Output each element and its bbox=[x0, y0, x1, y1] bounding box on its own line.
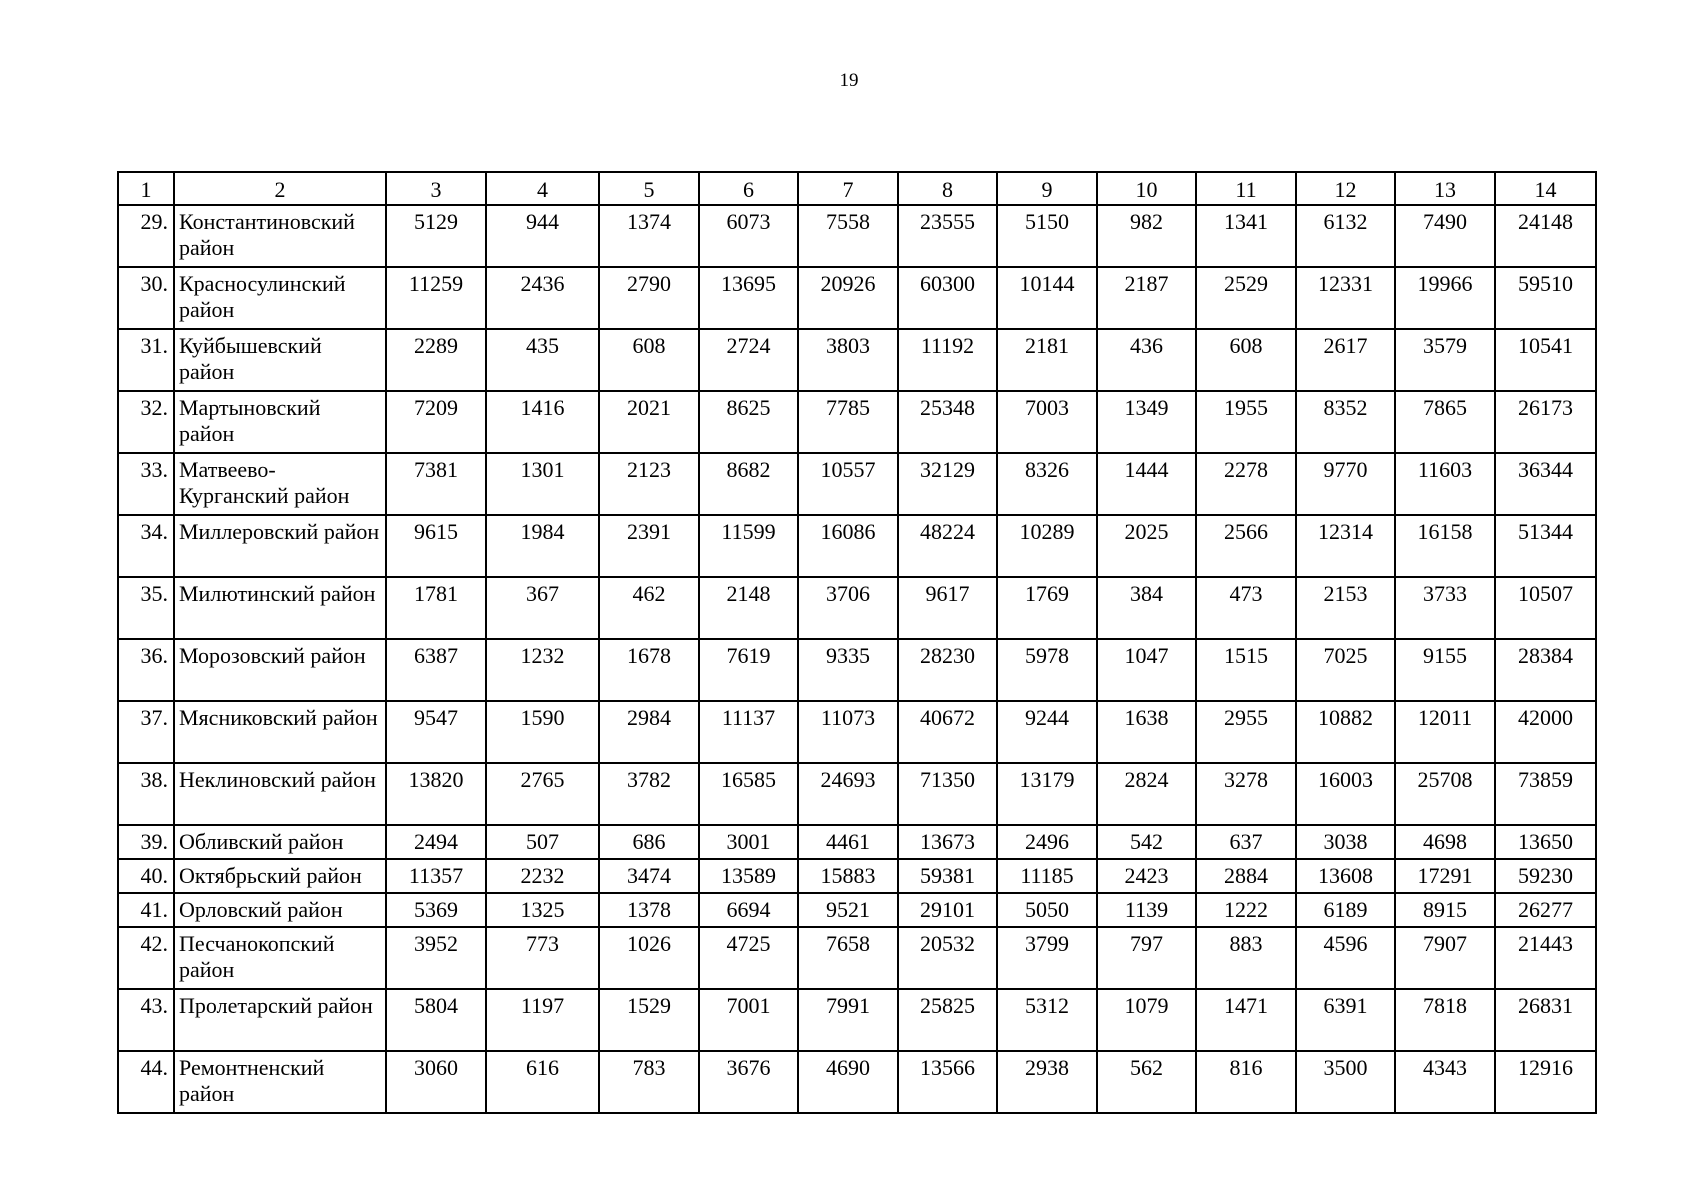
column-number-cell: 12 bbox=[1296, 172, 1395, 205]
value-cell: 8352 bbox=[1296, 391, 1395, 453]
value-cell: 2496 bbox=[997, 825, 1097, 859]
row-number-cell: 33. bbox=[118, 453, 174, 515]
value-cell: 6391 bbox=[1296, 989, 1395, 1051]
column-number-cell: 4 bbox=[486, 172, 599, 205]
column-number-cell: 9 bbox=[997, 172, 1097, 205]
value-cell: 12011 bbox=[1395, 701, 1495, 763]
value-cell: 24693 bbox=[798, 763, 898, 825]
district-name-cell: Неклиновский район bbox=[174, 763, 386, 825]
row-number-cell: 31. bbox=[118, 329, 174, 391]
value-cell: 1325 bbox=[486, 893, 599, 927]
value-cell: 24148 bbox=[1495, 205, 1596, 267]
value-cell: 9155 bbox=[1395, 639, 1495, 701]
value-cell: 2153 bbox=[1296, 577, 1395, 639]
value-cell: 9617 bbox=[898, 577, 997, 639]
table-row bbox=[118, 763, 1596, 825]
table-row bbox=[118, 515, 1596, 577]
value-cell: 2021 bbox=[599, 391, 699, 453]
value-cell: 1341 bbox=[1196, 205, 1296, 267]
value-cell: 10144 bbox=[997, 267, 1097, 329]
value-cell: 616 bbox=[486, 1051, 599, 1113]
value-cell: 13608 bbox=[1296, 859, 1395, 893]
value-cell: 1301 bbox=[486, 453, 599, 515]
value-cell: 10507 bbox=[1495, 577, 1596, 639]
row-number-cell: 43. bbox=[118, 989, 174, 1051]
district-name-cell: Ремонтненский район bbox=[174, 1051, 386, 1113]
value-cell: 19966 bbox=[1395, 267, 1495, 329]
value-cell: 562 bbox=[1097, 1051, 1196, 1113]
value-cell: 9521 bbox=[798, 893, 898, 927]
value-cell: 40672 bbox=[898, 701, 997, 763]
value-cell: 2423 bbox=[1097, 859, 1196, 893]
value-cell: 462 bbox=[599, 577, 699, 639]
value-cell: 2181 bbox=[997, 329, 1097, 391]
value-cell: 1378 bbox=[599, 893, 699, 927]
value-cell: 608 bbox=[599, 329, 699, 391]
value-cell: 3500 bbox=[1296, 1051, 1395, 1113]
value-cell: 17291 bbox=[1395, 859, 1495, 893]
value-cell: 1471 bbox=[1196, 989, 1296, 1051]
value-cell: 2566 bbox=[1196, 515, 1296, 577]
column-number-cell: 6 bbox=[699, 172, 798, 205]
value-cell: 608 bbox=[1196, 329, 1296, 391]
table-row bbox=[118, 893, 1596, 927]
value-cell: 2123 bbox=[599, 453, 699, 515]
column-number-cell: 10 bbox=[1097, 172, 1196, 205]
value-cell: 1079 bbox=[1097, 989, 1196, 1051]
district-name-cell: Миллеровский район bbox=[174, 515, 386, 577]
value-cell: 3060 bbox=[386, 1051, 486, 1113]
value-cell: 2436 bbox=[486, 267, 599, 329]
value-cell: 48224 bbox=[898, 515, 997, 577]
value-cell: 783 bbox=[599, 1051, 699, 1113]
column-number-cell: 14 bbox=[1495, 172, 1596, 205]
value-cell: 2187 bbox=[1097, 267, 1196, 329]
column-number-cell: 8 bbox=[898, 172, 997, 205]
value-cell: 507 bbox=[486, 825, 599, 859]
district-name-cell: Морозовский район bbox=[174, 639, 386, 701]
table-row bbox=[118, 453, 1596, 515]
table-row bbox=[118, 639, 1596, 701]
row-number-cell: 32. bbox=[118, 391, 174, 453]
value-cell: 5150 bbox=[997, 205, 1097, 267]
value-cell: 10557 bbox=[798, 453, 898, 515]
value-cell: 7865 bbox=[1395, 391, 1495, 453]
value-cell: 6189 bbox=[1296, 893, 1395, 927]
value-cell: 10289 bbox=[997, 515, 1097, 577]
value-cell: 16003 bbox=[1296, 763, 1395, 825]
value-cell: 3038 bbox=[1296, 825, 1395, 859]
value-cell: 11357 bbox=[386, 859, 486, 893]
value-cell: 7490 bbox=[1395, 205, 1495, 267]
value-cell: 1529 bbox=[599, 989, 699, 1051]
value-cell: 3733 bbox=[1395, 577, 1495, 639]
value-cell: 4690 bbox=[798, 1051, 898, 1113]
page-number: 19 bbox=[839, 70, 859, 91]
value-cell: 4461 bbox=[798, 825, 898, 859]
value-cell: 7001 bbox=[699, 989, 798, 1051]
column-number-cell: 13 bbox=[1395, 172, 1495, 205]
value-cell: 26277 bbox=[1495, 893, 1596, 927]
district-name-cell: Константиновский район bbox=[174, 205, 386, 267]
value-cell: 2765 bbox=[486, 763, 599, 825]
district-name-cell: Куйбышевский район bbox=[174, 329, 386, 391]
column-number-cell: 7 bbox=[798, 172, 898, 205]
value-cell: 7785 bbox=[798, 391, 898, 453]
value-cell: 773 bbox=[486, 927, 599, 989]
value-cell: 20926 bbox=[798, 267, 898, 329]
value-cell: 1026 bbox=[599, 927, 699, 989]
column-number-cell: 5 bbox=[599, 172, 699, 205]
value-cell: 36344 bbox=[1495, 453, 1596, 515]
value-cell: 686 bbox=[599, 825, 699, 859]
value-cell: 3278 bbox=[1196, 763, 1296, 825]
value-cell: 42000 bbox=[1495, 701, 1596, 763]
district-name-cell: Октябрьский район bbox=[174, 859, 386, 893]
row-number-cell: 29. bbox=[118, 205, 174, 267]
value-cell: 7658 bbox=[798, 927, 898, 989]
value-cell: 8915 bbox=[1395, 893, 1495, 927]
value-cell: 6694 bbox=[699, 893, 798, 927]
value-cell: 6132 bbox=[1296, 205, 1395, 267]
value-cell: 2724 bbox=[699, 329, 798, 391]
value-cell: 7818 bbox=[1395, 989, 1495, 1051]
value-cell: 12314 bbox=[1296, 515, 1395, 577]
value-cell: 797 bbox=[1097, 927, 1196, 989]
value-cell: 21443 bbox=[1495, 927, 1596, 989]
value-cell: 5050 bbox=[997, 893, 1097, 927]
value-cell: 1232 bbox=[486, 639, 599, 701]
value-cell: 2884 bbox=[1196, 859, 1296, 893]
value-cell: 9547 bbox=[386, 701, 486, 763]
value-cell: 9615 bbox=[386, 515, 486, 577]
value-cell: 542 bbox=[1097, 825, 1196, 859]
value-cell: 2984 bbox=[599, 701, 699, 763]
table-row bbox=[118, 205, 1596, 267]
value-cell: 7209 bbox=[386, 391, 486, 453]
value-cell: 384 bbox=[1097, 577, 1196, 639]
value-cell: 28230 bbox=[898, 639, 997, 701]
value-cell: 71350 bbox=[898, 763, 997, 825]
value-cell: 9244 bbox=[997, 701, 1097, 763]
value-cell: 8326 bbox=[997, 453, 1097, 515]
value-cell: 11259 bbox=[386, 267, 486, 329]
value-cell: 1197 bbox=[486, 989, 599, 1051]
value-cell: 23555 bbox=[898, 205, 997, 267]
value-cell: 2278 bbox=[1196, 453, 1296, 515]
value-cell: 5804 bbox=[386, 989, 486, 1051]
district-name-cell: Милютинский район bbox=[174, 577, 386, 639]
value-cell: 816 bbox=[1196, 1051, 1296, 1113]
value-cell: 10541 bbox=[1495, 329, 1596, 391]
value-cell: 1955 bbox=[1196, 391, 1296, 453]
value-cell: 3706 bbox=[798, 577, 898, 639]
value-cell: 2617 bbox=[1296, 329, 1395, 391]
value-cell: 5312 bbox=[997, 989, 1097, 1051]
value-cell: 59381 bbox=[898, 859, 997, 893]
row-number-cell: 39. bbox=[118, 825, 174, 859]
value-cell: 1515 bbox=[1196, 639, 1296, 701]
value-cell: 7991 bbox=[798, 989, 898, 1051]
value-cell: 8682 bbox=[699, 453, 798, 515]
value-cell: 982 bbox=[1097, 205, 1196, 267]
value-cell: 11599 bbox=[699, 515, 798, 577]
value-cell: 5129 bbox=[386, 205, 486, 267]
value-cell: 13650 bbox=[1495, 825, 1596, 859]
value-cell: 367 bbox=[486, 577, 599, 639]
table-row bbox=[118, 329, 1596, 391]
value-cell: 11603 bbox=[1395, 453, 1495, 515]
table-body bbox=[118, 172, 1596, 1113]
table-row bbox=[118, 391, 1596, 453]
value-cell: 26831 bbox=[1495, 989, 1596, 1051]
value-cell: 1984 bbox=[486, 515, 599, 577]
district-name-cell: Красносулинский район bbox=[174, 267, 386, 329]
value-cell: 51344 bbox=[1495, 515, 1596, 577]
value-cell: 4698 bbox=[1395, 825, 1495, 859]
value-cell: 7619 bbox=[699, 639, 798, 701]
table-row bbox=[118, 1051, 1596, 1113]
value-cell: 20532 bbox=[898, 927, 997, 989]
row-number-cell: 41. bbox=[118, 893, 174, 927]
value-cell: 6073 bbox=[699, 205, 798, 267]
value-cell: 5369 bbox=[386, 893, 486, 927]
column-number-cell: 3 bbox=[386, 172, 486, 205]
value-cell: 1222 bbox=[1196, 893, 1296, 927]
value-cell: 2955 bbox=[1196, 701, 1296, 763]
value-cell: 13179 bbox=[997, 763, 1097, 825]
value-cell: 7907 bbox=[1395, 927, 1495, 989]
value-cell: 1374 bbox=[599, 205, 699, 267]
row-number-cell: 38. bbox=[118, 763, 174, 825]
value-cell: 435 bbox=[486, 329, 599, 391]
value-cell: 2025 bbox=[1097, 515, 1196, 577]
value-cell: 1139 bbox=[1097, 893, 1196, 927]
value-cell: 5978 bbox=[997, 639, 1097, 701]
value-cell: 13695 bbox=[699, 267, 798, 329]
value-cell: 8625 bbox=[699, 391, 798, 453]
column-number-cell: 11 bbox=[1196, 172, 1296, 205]
value-cell: 9770 bbox=[1296, 453, 1395, 515]
row-number-cell: 35. bbox=[118, 577, 174, 639]
value-cell: 436 bbox=[1097, 329, 1196, 391]
value-cell: 7025 bbox=[1296, 639, 1395, 701]
value-cell: 59510 bbox=[1495, 267, 1596, 329]
value-cell: 3952 bbox=[386, 927, 486, 989]
value-cell: 25825 bbox=[898, 989, 997, 1051]
district-name-cell: Пролетарский район bbox=[174, 989, 386, 1051]
row-number-cell: 30. bbox=[118, 267, 174, 329]
value-cell: 1769 bbox=[997, 577, 1097, 639]
value-cell: 16585 bbox=[699, 763, 798, 825]
value-cell: 2232 bbox=[486, 859, 599, 893]
column-number-cell: 1 bbox=[118, 172, 174, 205]
value-cell: 2790 bbox=[599, 267, 699, 329]
column-number-row bbox=[118, 172, 1596, 205]
value-cell: 1781 bbox=[386, 577, 486, 639]
row-number-cell: 34. bbox=[118, 515, 174, 577]
value-cell: 25708 bbox=[1395, 763, 1495, 825]
table-row bbox=[118, 267, 1596, 329]
value-cell: 13820 bbox=[386, 763, 486, 825]
row-number-cell: 36. bbox=[118, 639, 174, 701]
district-name-cell: Песчанокопский район bbox=[174, 927, 386, 989]
value-cell: 883 bbox=[1196, 927, 1296, 989]
value-cell: 3782 bbox=[599, 763, 699, 825]
value-cell: 25348 bbox=[898, 391, 997, 453]
table-row bbox=[118, 927, 1596, 989]
district-data-table bbox=[117, 171, 1597, 1114]
value-cell: 26173 bbox=[1495, 391, 1596, 453]
value-cell: 2289 bbox=[386, 329, 486, 391]
table-row bbox=[118, 859, 1596, 893]
row-number-cell: 37. bbox=[118, 701, 174, 763]
value-cell: 7558 bbox=[798, 205, 898, 267]
value-cell: 16158 bbox=[1395, 515, 1495, 577]
value-cell: 11192 bbox=[898, 329, 997, 391]
value-cell: 59230 bbox=[1495, 859, 1596, 893]
value-cell: 3579 bbox=[1395, 329, 1495, 391]
value-cell: 32129 bbox=[898, 453, 997, 515]
value-cell: 73859 bbox=[1495, 763, 1596, 825]
value-cell: 3799 bbox=[997, 927, 1097, 989]
value-cell: 2938 bbox=[997, 1051, 1097, 1113]
value-cell: 12331 bbox=[1296, 267, 1395, 329]
value-cell: 3474 bbox=[599, 859, 699, 893]
value-cell: 1416 bbox=[486, 391, 599, 453]
table-row bbox=[118, 989, 1596, 1051]
value-cell: 4596 bbox=[1296, 927, 1395, 989]
value-cell: 28384 bbox=[1495, 639, 1596, 701]
value-cell: 4343 bbox=[1395, 1051, 1495, 1113]
value-cell: 1444 bbox=[1097, 453, 1196, 515]
value-cell: 4725 bbox=[699, 927, 798, 989]
value-cell: 11137 bbox=[699, 701, 798, 763]
value-cell: 9335 bbox=[798, 639, 898, 701]
value-cell: 2529 bbox=[1196, 267, 1296, 329]
district-name-cell: Орловский район bbox=[174, 893, 386, 927]
value-cell: 2494 bbox=[386, 825, 486, 859]
value-cell: 16086 bbox=[798, 515, 898, 577]
value-cell: 1047 bbox=[1097, 639, 1196, 701]
row-number-cell: 44. bbox=[118, 1051, 174, 1113]
value-cell: 12916 bbox=[1495, 1051, 1596, 1113]
value-cell: 473 bbox=[1196, 577, 1296, 639]
value-cell: 13589 bbox=[699, 859, 798, 893]
value-cell: 3001 bbox=[699, 825, 798, 859]
value-cell: 1349 bbox=[1097, 391, 1196, 453]
value-cell: 29101 bbox=[898, 893, 997, 927]
value-cell: 13566 bbox=[898, 1051, 997, 1113]
district-name-cell: Мартыновский район bbox=[174, 391, 386, 453]
value-cell: 2148 bbox=[699, 577, 798, 639]
district-name-cell: Обливский район bbox=[174, 825, 386, 859]
value-cell: 7003 bbox=[997, 391, 1097, 453]
value-cell: 11185 bbox=[997, 859, 1097, 893]
district-name-cell: Мясниковский район bbox=[174, 701, 386, 763]
value-cell: 1638 bbox=[1097, 701, 1196, 763]
value-cell: 2824 bbox=[1097, 763, 1196, 825]
value-cell: 15883 bbox=[798, 859, 898, 893]
column-number-cell: 2 bbox=[174, 172, 386, 205]
value-cell: 944 bbox=[486, 205, 599, 267]
value-cell: 10882 bbox=[1296, 701, 1395, 763]
value-cell: 3803 bbox=[798, 329, 898, 391]
value-cell: 7381 bbox=[386, 453, 486, 515]
row-number-cell: 40. bbox=[118, 859, 174, 893]
value-cell: 3676 bbox=[699, 1051, 798, 1113]
value-cell: 13673 bbox=[898, 825, 997, 859]
value-cell: 1678 bbox=[599, 639, 699, 701]
value-cell: 11073 bbox=[798, 701, 898, 763]
district-name-cell: Матвеево-Курганский район bbox=[174, 453, 386, 515]
value-cell: 637 bbox=[1196, 825, 1296, 859]
row-number-cell: 42. bbox=[118, 927, 174, 989]
value-cell: 2391 bbox=[599, 515, 699, 577]
value-cell: 6387 bbox=[386, 639, 486, 701]
value-cell: 1590 bbox=[486, 701, 599, 763]
value-cell: 60300 bbox=[898, 267, 997, 329]
table-row bbox=[118, 825, 1596, 859]
table-row bbox=[118, 701, 1596, 763]
table-row bbox=[118, 577, 1596, 639]
